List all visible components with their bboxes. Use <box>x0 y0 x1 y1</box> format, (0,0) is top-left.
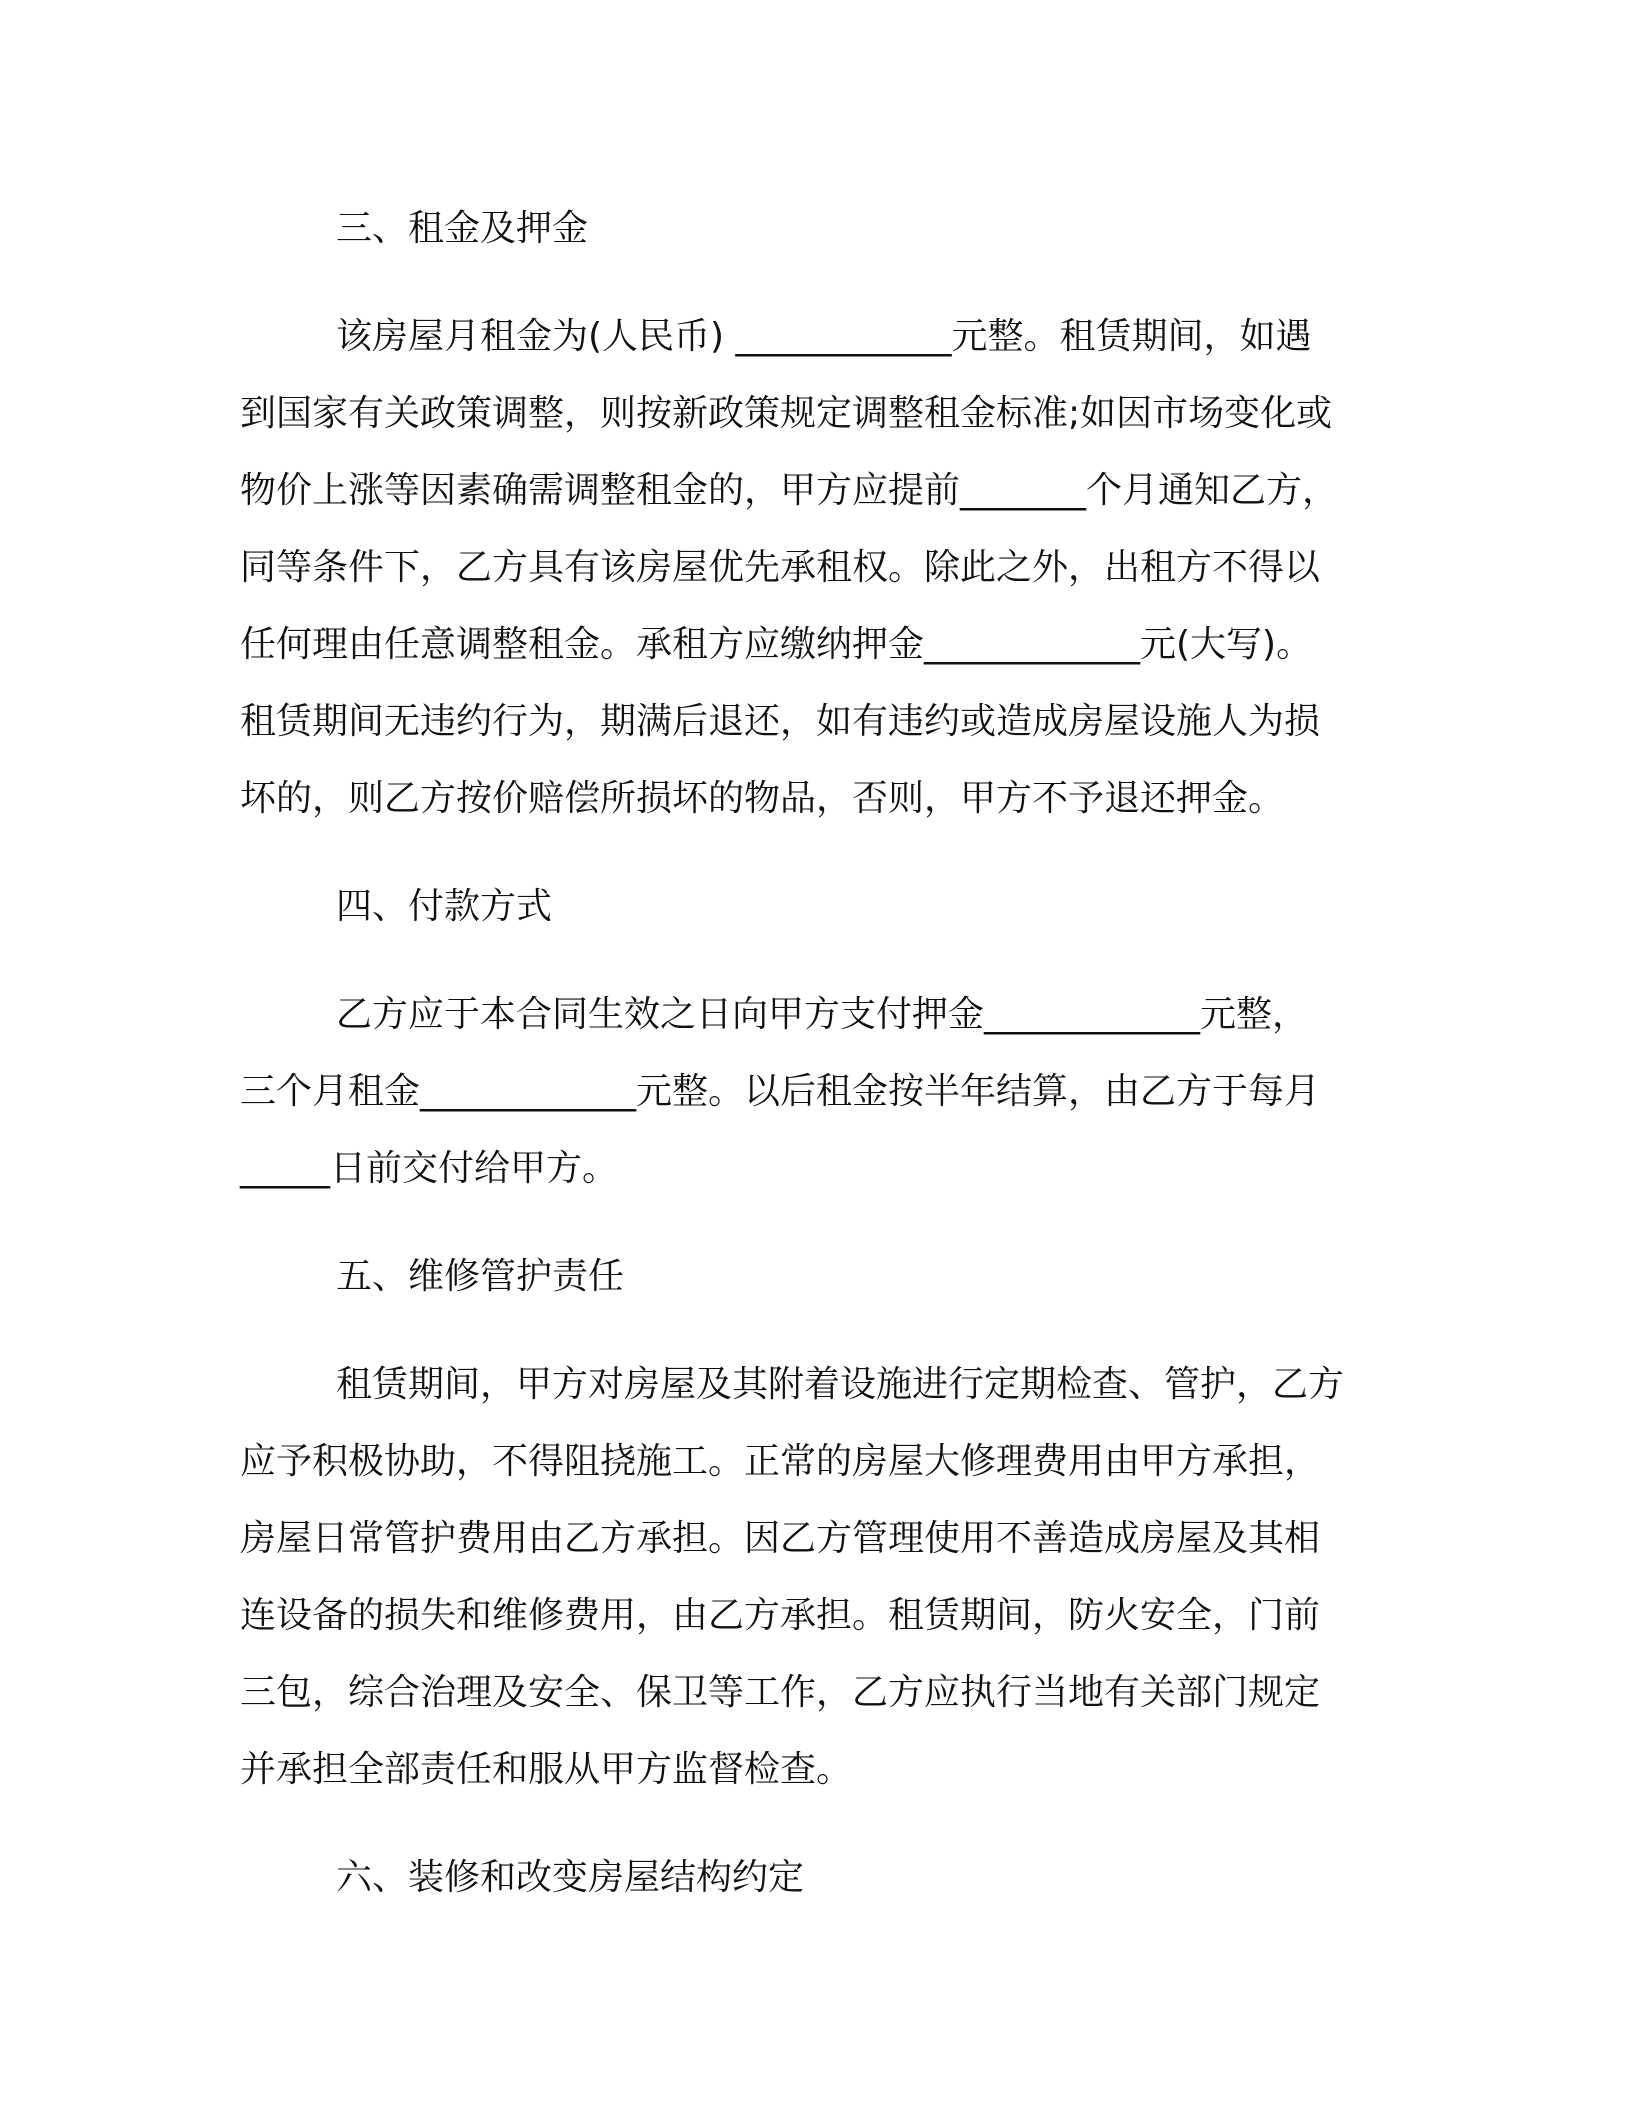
document-page <box>240 190 1390 1916</box>
text-line: _____日前交付给甲方。 <box>240 1148 619 1189</box>
text-line: 坏的，则乙方按价赔偿所损坏的物品，否则，甲方不予退还押金。 <box>240 778 1285 819</box>
text-line: 物价上涨等因素确需调整租金的，甲方应提前_______个月通知乙方， <box>240 470 1339 511</box>
section-body-payment-method <box>240 976 1390 1207</box>
section-heading-renovation: 六、装修和改变房屋结构约定 <box>336 1857 805 1898</box>
text-line: 房屋日常管护费用由乙方承担。因乙方管理使用不善造成房屋及其相 <box>240 1518 1321 1559</box>
section-heading-rent-deposit: 三、租金及押金 <box>336 208 589 249</box>
text-line: 租赁期间无违约行为，期满后退还，如有违约或造成房屋设施人为损 <box>240 701 1321 742</box>
text-line: 到国家有关政策调整，则按新政策规定调整租金标准;如因市场变化或 <box>240 393 1333 434</box>
section-heading-payment-method: 四、付款方式 <box>336 886 553 927</box>
text-line: 三包，综合治理及安全、保卫等工作，乙方应执行当地有关部门规定 <box>240 1672 1321 1713</box>
text-line: 同等条件下，乙方具有该房屋优先承租权。除此之外，出租方不得以 <box>240 547 1321 588</box>
section-body-maintenance <box>240 1346 1390 1808</box>
text-line: 连设备的损失和维修费用，由乙方承担。租赁期间，防火安全，门前 <box>240 1595 1321 1636</box>
text-line: 任何理由任意调整租金。承租方应缴纳押金____________元(大写)。 <box>240 624 1313 665</box>
text-line: 应予积极协助，不得阻挠施工。正常的房屋大修理费用由甲方承担， <box>240 1441 1321 1482</box>
text-line: 三个月租金____________元整。以后租金按半年结算，由乙方于每月 <box>240 1071 1321 1112</box>
text-line: 乙方应于本合同生效之日向甲方支付押金____________元整， <box>336 994 1309 1035</box>
text-line: 该房屋月租金为(人民币) ____________元整。租赁期间，如遇 <box>336 316 1312 357</box>
section-body-rent-deposit <box>240 298 1390 837</box>
section-heading-maintenance: 五、维修管护责任 <box>336 1256 625 1297</box>
text-line: 并承担全部责任和服从甲方监督检查。 <box>240 1749 853 1790</box>
text-line: 租赁期间，甲方对房屋及其附着设施进行定期检查、管护，乙方 <box>336 1364 1345 1405</box>
